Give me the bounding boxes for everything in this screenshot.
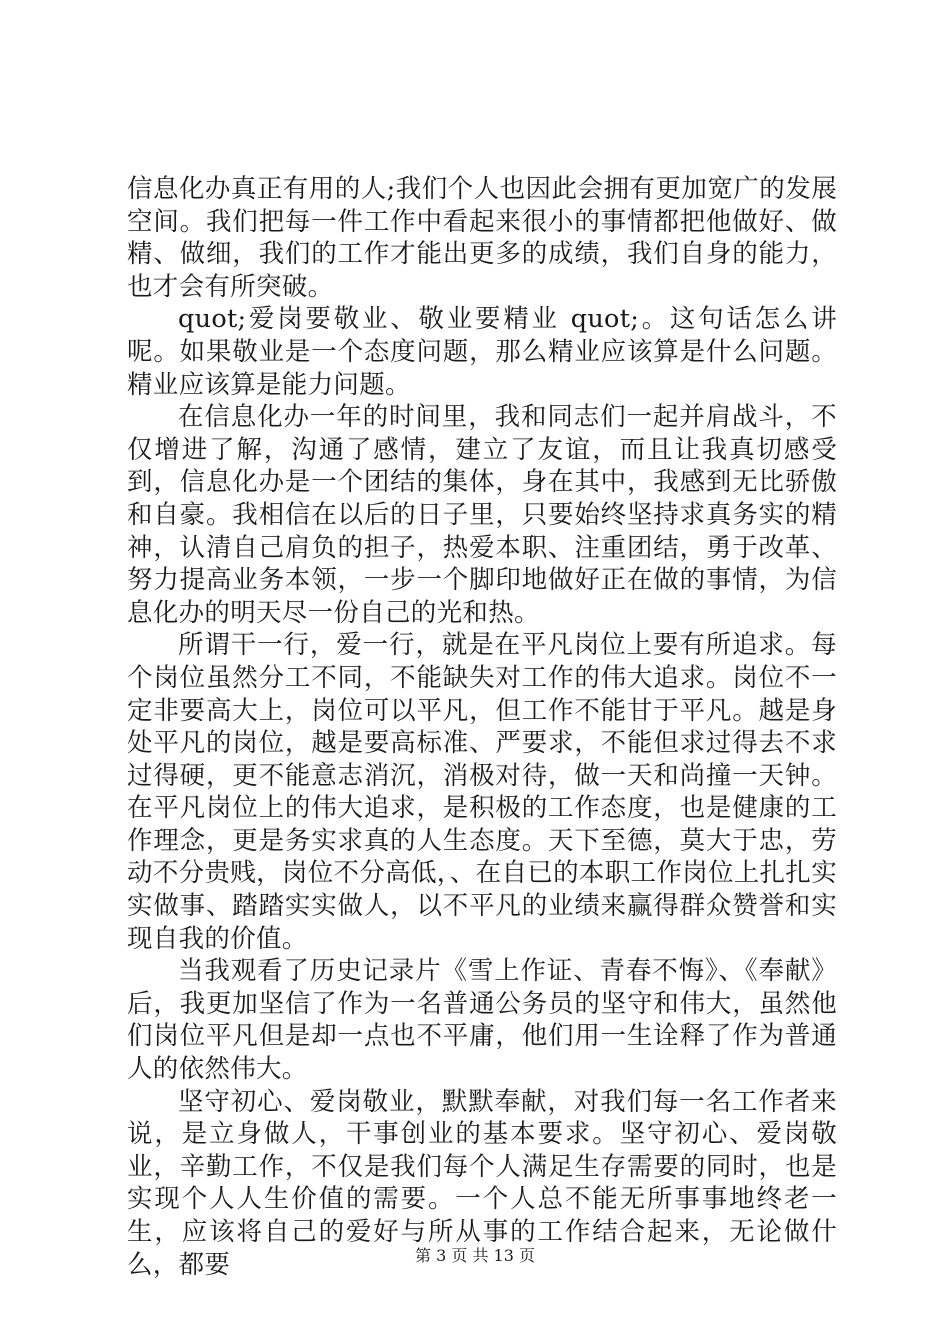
paragraph: 坚守初心、爱岗敬业，默默奉献，对我们每一名工作者来说，是立身做人，干事创业的基本要求。坚守初心、爱岗敬业，辛勤工作，不仅是我们每个人满足生存需要的同时，也是实现个人人生价值的需要。一个人总不能无所事事地终老一生，应该将自己的爱好与所从事的工作结合起来，无论做什么，都要 <box>127 1086 837 1280</box>
paragraph: 在信息化办一年的时间里，我和同志们一起并肩战斗，不仅增进了解，沟通了感情，建立了友谊，而且让我真切感受到，信息化办是一个团结的集体，身在其中，我感到无比骄傲和自豪。我相信在以后的日子里，只要始终坚持求真务实的精神，认清自己肩负的担子，热爱本职、注重团结，勇于改革、努力提高业务本领，一步一个脚印地做好正在做的事情，为信息化办的明天尽一份自己的光和热。 <box>127 402 837 628</box>
body-text <box>127 173 837 1281</box>
paragraph: 当我观看了历史记录片《雪上作证、青春不悔》、《奉献》后，我更加坚信了作为一名普通公务员的坚守和伟大，虽然他们岗位平凡但是却一点也不平庸，他们用一生诠释了作为普通人的依然伟大。 <box>127 956 837 1085</box>
page-number-footer: 第 3 页 共 13 页 <box>415 1246 535 1265</box>
paragraph: quot;爱岗要敬业、敬业要精业 quot;。这句话怎么讲呢。如果敬业是一个态度问题，那么精业应该算是什么问题。精业应该算是能力问题。 <box>127 304 837 400</box>
paragraph-continued: 信息化办真正有用的人;我们个人也因此会拥有更加宽广的发展空间。我们把每一件工作中看起来很小的事情都把他做好、做精、做细，我们的工作才能出更多的成绩，我们自身的能力，也才会有所突破。 <box>127 174 837 302</box>
paragraph: 所谓干一行，爱一行，就是在平凡岗位上要有所追求。每个岗位虽然分工不同，不能缺失对工作的伟大追求。岗位不一定非要高大上，岗位可以平凡，但工作不能甘于平凡。越是身处平凡的岗位，越是要高标准、严要求，不能但求过得去不求过得硬，更不能意志消沉，消极对待，做一天和尚撞一天钟。在平凡岗位上的伟大追求，是积极的工作态度，也是健康的工作理念，更是务实求真的人生态度。天下至德，莫大于忠，劳动不分贵贱，岗位不分高低，、在自已的本职工作岗位上扎扎实实做事、踏踏实实做人，以不平凡的业绩来赢得群众赞誉和实现自我的价值。 <box>127 630 837 954</box>
